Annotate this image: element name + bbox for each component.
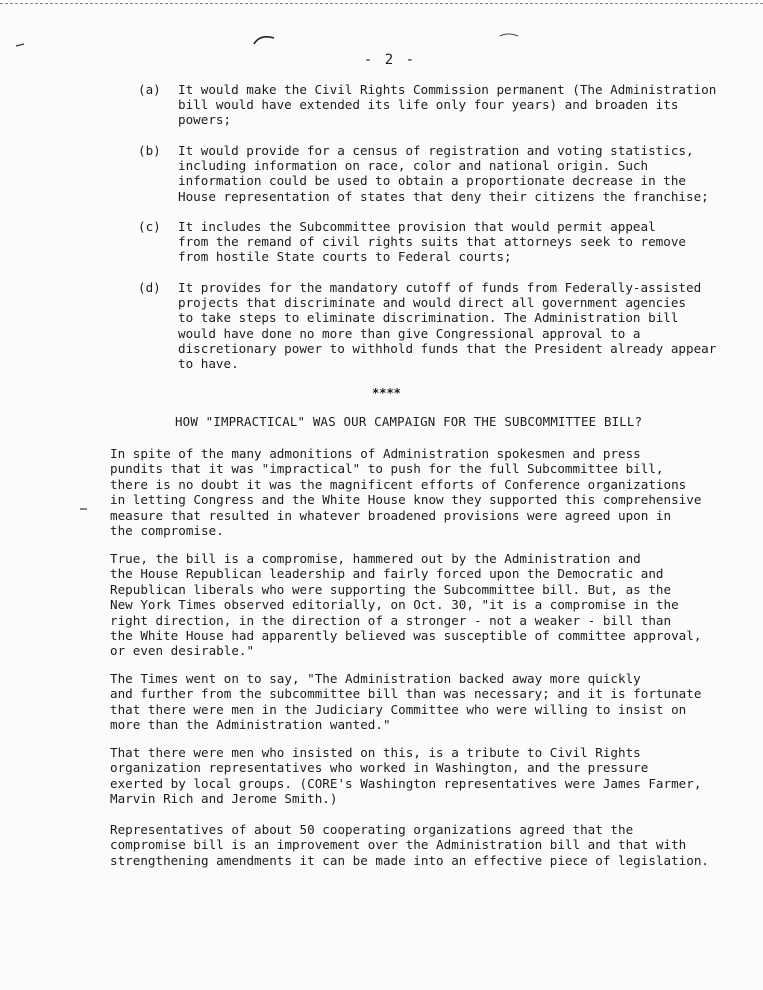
page-number: - 2 - <box>363 52 417 68</box>
paragraph: In spite of the many admonitions of Administration spokesmen and press pundits that it was "impractical" to push for the full Subcommittee bill, there is no doubt it was the magnificent efforts of Conference organizations in letting Congress and the White House know they supported this comprehensive measure that resulted in whatever broadened provisions were agreed upon in the compromise. <box>110 446 702 539</box>
scan-edge-line <box>0 3 763 4</box>
section-separator: **** <box>372 386 401 400</box>
list-item-label: (a) <box>138 82 161 97</box>
margin-mark <box>14 40 28 50</box>
list-item-text: It provides for the mandatory cutoff of funds from Federally-assisted projects that discriminate and would direct all government agencies to take steps to eliminate discrimination. The Administration bill would have done no more than give Congressional approval to a discretionary power to withhold funds that the President already appear to have. <box>178 280 717 372</box>
list-item-text: It includes the Subcommittee provision that would permit appeal from the remand of civil rights suits that attorneys seek to remove from hostile State courts to Federal courts; <box>178 219 686 265</box>
margin-mark <box>78 505 90 513</box>
pen-mark <box>498 30 522 40</box>
section-heading: HOW "IMPRACTICAL" WAS OUR CAMPAIGN FOR THE SUBCOMMITTEE BILL? <box>175 414 643 429</box>
paragraph: True, the bill is a compromise, hammered out by the Administration and the House Republican leadership and fairly forced upon the Democratic and Republican liberals who were supporting the Subcommittee bill. But, as the New York Times observed editorially, on Oct. 30, "it is a compromise in the right direction, in the direction of a stronger - not a weaker - bill than the White House had apparently believed was susceptible of committee approval, or even desirable." <box>110 551 702 659</box>
pen-mark <box>250 30 280 48</box>
list-item-text: It would make the Civil Rights Commission permanent (The Administration bill would have extended its life only four years) and broaden its powers; <box>178 82 717 128</box>
list-item-text: It would provide for a census of registration and voting statistics, including information on race, color and national origin. Such information could be used to obtain a proportionate decrease in the House representation of states that deny their citizens the franchise; <box>178 143 709 204</box>
paragraph: That there were men who insisted on this, is a tribute to Civil Rights organization representatives who worked in Washington, and the pressure exerted by local groups. (CORE's Washington representatives were James Farmer, Marvin Rich and Jerome Smith.) <box>110 745 702 807</box>
paragraph: The Times went on to say, "The Administration backed away more quickly and further from the subcommittee bill than was necessary; and it is fortunate that there were men in the Judiciary Committee who were willing to insist on more than the Administration wanted." <box>110 671 702 733</box>
list-item-label: (b) <box>138 143 161 158</box>
list-item-label: (c) <box>138 219 161 234</box>
paragraph: Representatives of about 50 cooperating organizations agreed that the compromise bill is an improvement over the Administration bill and that with strengthening amendments it can be made into an effective piece of legislation. <box>110 822 709 868</box>
list-item-label: (d) <box>138 280 161 295</box>
